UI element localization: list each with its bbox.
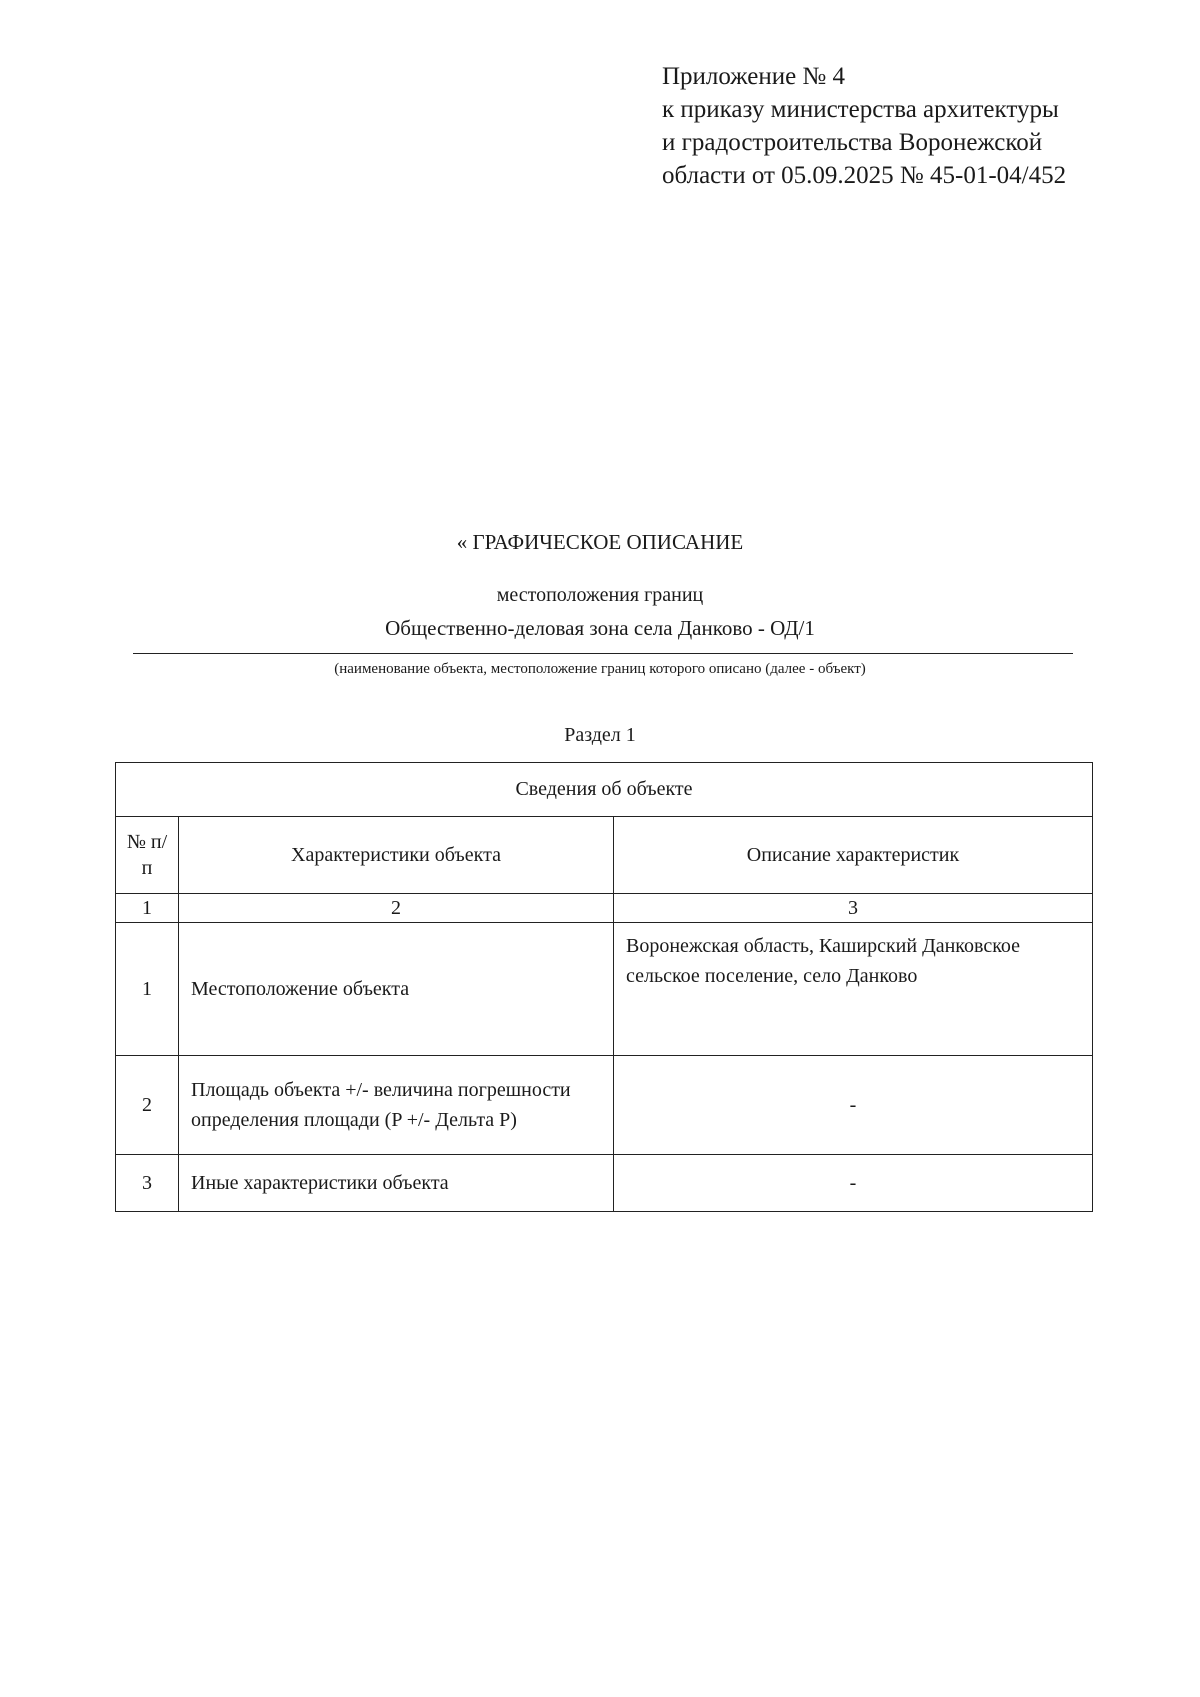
column-number: 3: [614, 894, 1093, 923]
object-name-underline: [133, 653, 1073, 654]
table-caption: Сведения об объекте: [116, 763, 1093, 817]
row-description: Воронежская область, Каширский Данковское сельское поселение, село Данково: [614, 923, 1093, 1056]
row-characteristic: Местоположение объекта: [179, 923, 614, 1056]
object-name: Общественно-деловая зона села Данково - ОД/1: [385, 616, 815, 640]
row-num: 3: [116, 1155, 179, 1212]
table-header-row: [116, 817, 1093, 894]
object-name-caption: (наименование объекта, местоположение границ которого описано (далее - объект): [334, 661, 866, 677]
header-num: № п/п: [116, 817, 179, 894]
row-characteristic: Иные характеристики объекта: [179, 1155, 614, 1212]
appendix-header-line: и градостроительства Воронежской: [662, 129, 1043, 156]
header-characteristic: Характеристики объекта: [179, 817, 614, 894]
column-number: 1: [116, 894, 179, 923]
appendix-header-line: к приказу министерства архитектуры: [662, 96, 1059, 123]
column-number: 2: [179, 894, 614, 923]
header-description: Описание характеристик: [614, 817, 1093, 894]
appendix-header-line: области от 05.09.2025 № 45-01-04/452: [662, 162, 1067, 189]
row-description: -: [614, 1056, 1093, 1155]
object-info-table: [115, 762, 1093, 1212]
table-caption-row: [116, 763, 1093, 817]
document-subtitle: местоположения границ: [496, 584, 704, 606]
row-characteristic: Площадь объекта +/- величина погрешности определения площади (P +/- Дельта P): [179, 1056, 614, 1155]
row-description: -: [614, 1155, 1093, 1212]
column-number-row: [116, 894, 1093, 923]
table-row: [116, 1056, 1093, 1155]
row-num: 2: [116, 1056, 179, 1155]
table-row: [116, 923, 1093, 1056]
section-label: Раздел 1: [564, 724, 636, 746]
appendix-header: [662, 60, 1182, 192]
appendix-header-line: Приложение № 4: [662, 63, 846, 90]
document-title: « ГРАФИЧЕСКОЕ ОПИСАНИЕ: [456, 530, 744, 554]
row-num: 1: [116, 923, 179, 1056]
table-row: [116, 1155, 1093, 1212]
